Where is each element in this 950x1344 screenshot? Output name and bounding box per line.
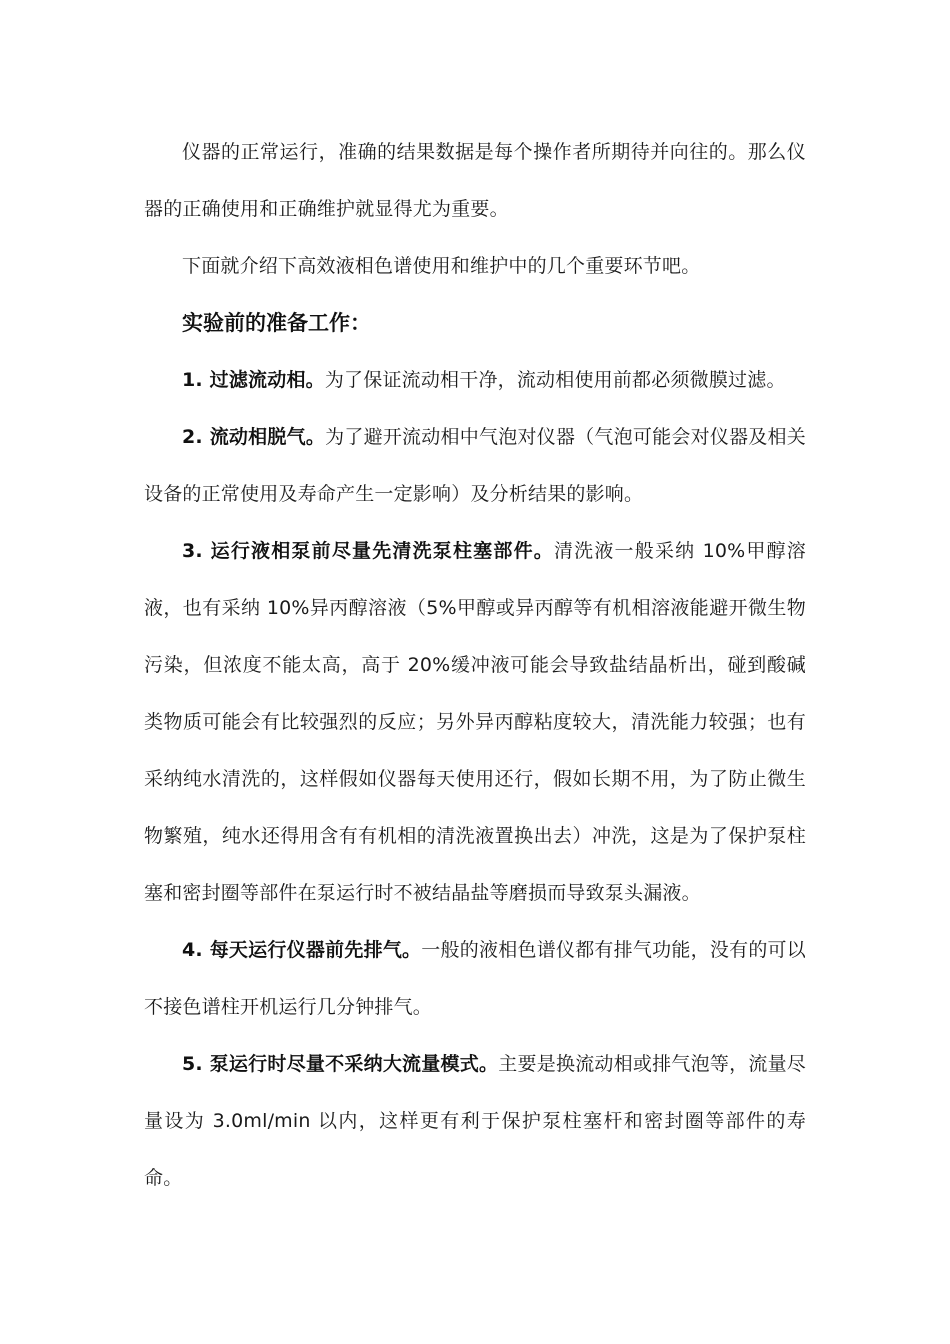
document-body [144, 124, 806, 1207]
item-lead: 5. 泵运行时尽量不采纳大流量模式。 [182, 1053, 499, 1075]
list-item-5 [144, 1036, 806, 1207]
intro-paragraph-1: 仪器的正常运行，准确的结果数据是每个操作者所期待并向往的。那么仪器的正确使用和正确维护就显得尤为重要。 [144, 141, 806, 220]
item-body: 清洗液一般采纳 10%甲醇溶液，也有采纳 10%异丙醇溶液（5%甲醇或异丙醇等有机相溶液能避开微生物污染，但浓度不能太高，高于 20%缓冲液可能会导致盐结晶析出，碰到酸碱类物质可能会有比较强烈的反应；另外异丙醇粘度较大，清洗能力较强；也有采纳纯水清洗的，这样假如仪器每天使用还行，假如长期不用，为了防止微生物繁殖，纯水还得用含有有机相的清洗液置换出去）冲洗，这是为了保护泵柱塞和密封圈等部件在泵运行时不被结晶盐等磨损而导致泵头漏液。 [144, 540, 806, 904]
item-lead: 2. 流动相脱气。 [182, 426, 326, 448]
item-lead: 1. 过滤流动相。 [182, 369, 325, 391]
section-title: 实验前的准备工作： [182, 311, 371, 335]
item-lead: 3. 运行液相泵前尽量先清洗泵柱塞部件。 [182, 540, 554, 562]
item-body: 为了避开流动相中气泡对仪器（气泡可能会对仪器及相关设备的正常使用及寿命产生一定影响）及分析结果的影响。 [144, 426, 806, 505]
item-body: 为了保证流动相干净，流动相使用前都必须微膜过滤。 [324, 369, 786, 391]
intro-paragraph-2: 下面就介绍下高效液相色谱使用和维护中的几个重要环节吧。 [182, 255, 701, 277]
item-lead: 4. 每天运行仪器前先排气。 [182, 939, 422, 961]
list-item-1 [144, 352, 806, 409]
item-body: 主要是换流动相或排气泡等，流量尽量设为 3.0ml/min 以内，这样更有利于保护泵柱塞杆和密封圈等部件的寿命。 [144, 1053, 807, 1189]
list-item-2 [144, 409, 806, 523]
item-body: 一般的液相色谱仪都有排气功能，没有的可以不接色谱柱开机运行几分钟排气。 [144, 939, 806, 1018]
list-item-3 [144, 523, 806, 922]
list-item-4 [144, 922, 806, 1036]
